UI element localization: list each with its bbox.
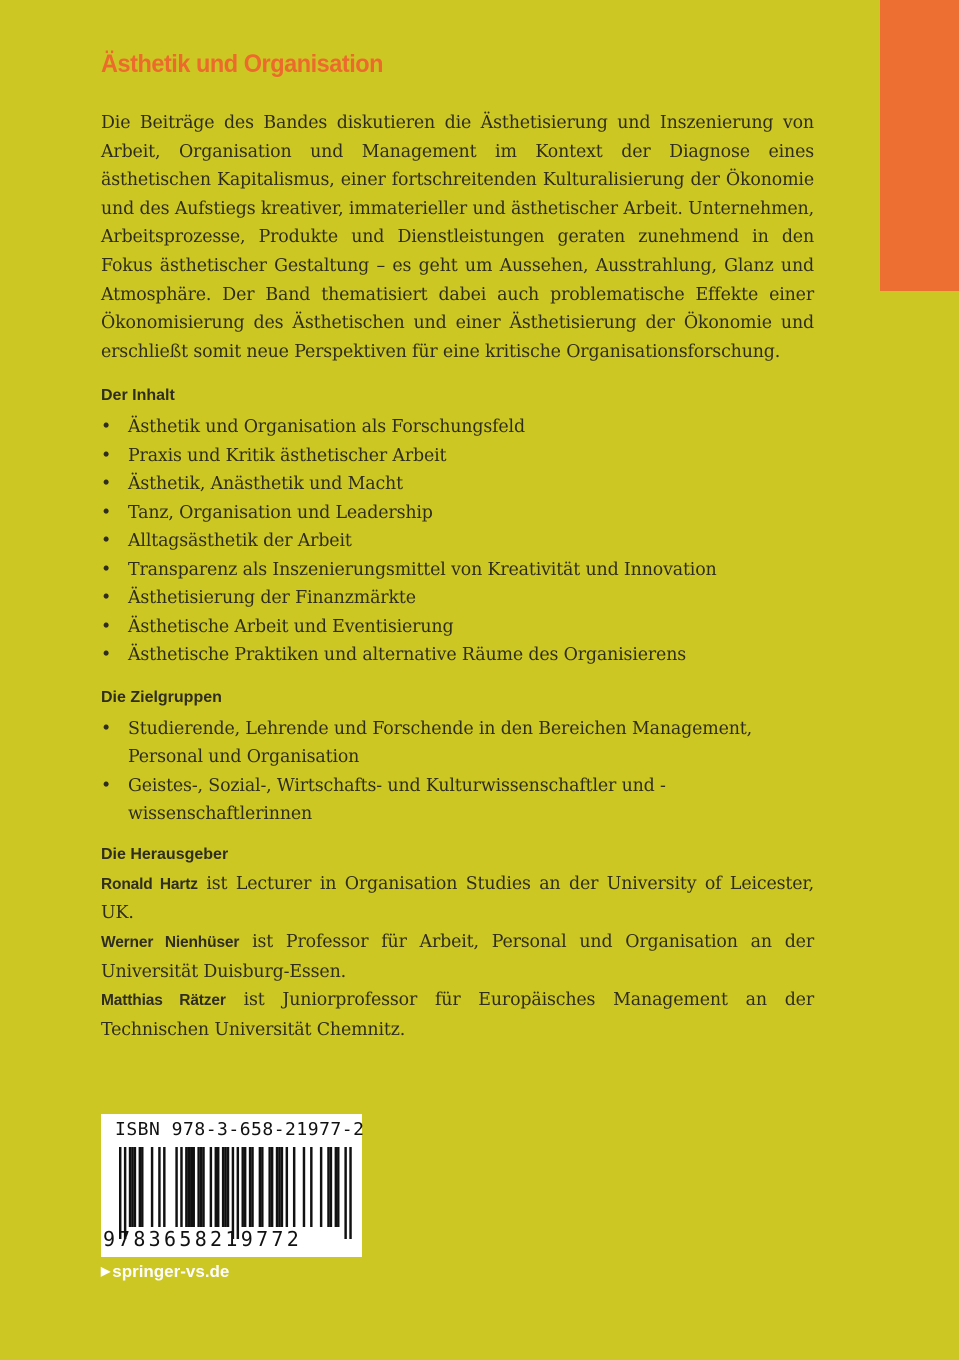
barcode-bar [271,1147,273,1227]
list-item: • Ästhetik, Anästhetik und Macht [101,470,814,499]
barcode-bar [188,1147,190,1227]
barcode-bar [215,1147,217,1227]
editor-bio: ist Professor für Arbeit, Personal und Organisation an der Universität Duisburg-Essen. [101,932,814,982]
isbn-barcode [101,1114,365,1257]
barcode-bar [131,1147,133,1227]
barcode-bar [327,1147,329,1227]
barcode-bar [163,1147,165,1227]
barcode-bar [330,1147,332,1227]
barcode-bar [197,1147,199,1227]
barcode-bar [190,1147,192,1227]
editors-heading: Die Herausgeber [101,845,229,863]
editor-bio: ist Lecturer in Organisation Studies an der University of Leicester, UK. [101,873,814,924]
back-cover-content [101,44,814,1044]
barcode-bar [261,1147,263,1227]
list-item: • Alltagsästhetik der Arbeit [101,527,814,556]
barcode-bar [227,1147,229,1227]
editor-entry [101,928,814,986]
barcode-bar [158,1147,160,1227]
barcode-bar [237,1147,239,1239]
barcode-bar [185,1147,187,1227]
barcode-bar [293,1147,295,1227]
barcode-bar [222,1147,224,1227]
barcode-bar [349,1147,351,1239]
barcode-bar [335,1147,337,1227]
ean-digits: 783658219772 [118,1227,303,1251]
list-item: • Praxis und Kritik ästhetischer Arbeit [101,442,814,471]
barcode-bar [268,1147,270,1227]
barcode-bar [119,1147,121,1239]
barcode-bar [232,1147,234,1239]
contents-list [101,413,814,670]
target-groups-list [101,715,814,829]
editor-name: Ronald Hartz [101,875,198,893]
ean-first-digit: 9 [103,1227,116,1251]
list-item: • Geistes-, Sozial-, Wirtschafts- und Kulturwissenschaftler und -wissenschaftlerinnen [101,772,688,829]
editor-entry [101,986,814,1044]
barcode-bar [278,1147,280,1227]
intro-paragraph: Die Beiträge des Bandes diskutieren die Ästhetisierung und Inszenierung von Arbeit, Organisation und Management im Kontext der Diagnose eines ästhetischen Kapitalismus, einer fortschreitenden Kulturalisierung der Ökonomie und des Aufstiegs kreativer, immaterieller und ästhetischer Arbeit. Unternehmen, Arbeitsprozesse, Produkte und Dienstleistungen geraten zunehmend in den Fokus ästhetischer Gestaltung – es geht um Aussehen, Ausstrahlung, Glanz und Atmosphäre. Der Band thematisiert dabei auch problematische Effekte einer Ökonomisierung des Ästhetischen und einer Ästhetisierung der Ökonomie und erschließt somit neue Perspektiven für eine kritische Organisationsforschung. [101,113,814,362]
barcode-bar [276,1147,278,1227]
list-item: • Ästhetische Arbeit und Eventisierung [101,613,814,642]
list-item: • Transparenz als Inszenierungsmittel von Kreativität und Innovation [101,556,814,585]
editor-name: Werner Nienhüser [101,934,240,952]
barcode-bar [286,1147,288,1227]
barcode-bar [281,1147,283,1227]
orange-accent-tab [880,0,959,291]
barcode-bar [141,1147,143,1227]
barcode-bar [217,1147,219,1227]
barcode-bar [303,1147,305,1227]
editor-bio: ist Juniorprofessor für Europäisches Management an der Technischen Universität Chemnitz. [101,990,814,1040]
target-groups-heading: Die Zielgruppen [101,688,222,706]
barcode-bar [139,1147,141,1227]
list-item: • Studierende, Lehrende und Forschende in den Bereichen Management, Personal und Organisation [101,715,818,772]
barcode-bar [251,1147,253,1227]
barcode-bar [134,1147,136,1227]
publisher-url: springer-vs.de [112,1262,230,1281]
barcode-bar [259,1147,261,1227]
barcode-bar [200,1147,202,1227]
list-item: • Ästhetik und Organisation als Forschungsfeld [101,413,814,442]
barcode-bar [151,1147,153,1227]
barcode-bar [344,1147,346,1239]
isbn-label: ISBN 978-3-658-21977-2 [115,1119,365,1140]
book-title: Ästhetik und Organisation [101,50,384,78]
barcode-bar [180,1147,182,1227]
barcode-bar [337,1147,339,1227]
contents-heading: Der Inhalt [101,387,175,405]
barcode-bar [310,1147,312,1227]
barcode-bar [210,1147,212,1227]
barcode-bar [193,1147,195,1227]
barcode-bar [320,1147,322,1227]
publisher-link[interactable] [101,1262,229,1282]
list-item: • Ästhetisierung der Finanzmärkte [101,584,814,613]
list-item: • Tanz, Organisation und Leadership [101,499,814,528]
barcode-bar [242,1147,244,1227]
barcode-bar [249,1147,251,1227]
editor-entry [101,870,814,928]
barcode-bar [224,1147,226,1227]
editor-name: Matthias Rätzer [101,992,226,1010]
barcode-bar [202,1147,204,1227]
barcode-bar [124,1147,126,1239]
barcode-bar [175,1147,177,1227]
barcode-bar [129,1147,131,1227]
barcode-bar [244,1147,246,1227]
arrow-right-icon: ▶ [101,1264,111,1278]
list-item: • Ästhetische Praktiken und alternative Räume des Organisierens [101,641,814,670]
